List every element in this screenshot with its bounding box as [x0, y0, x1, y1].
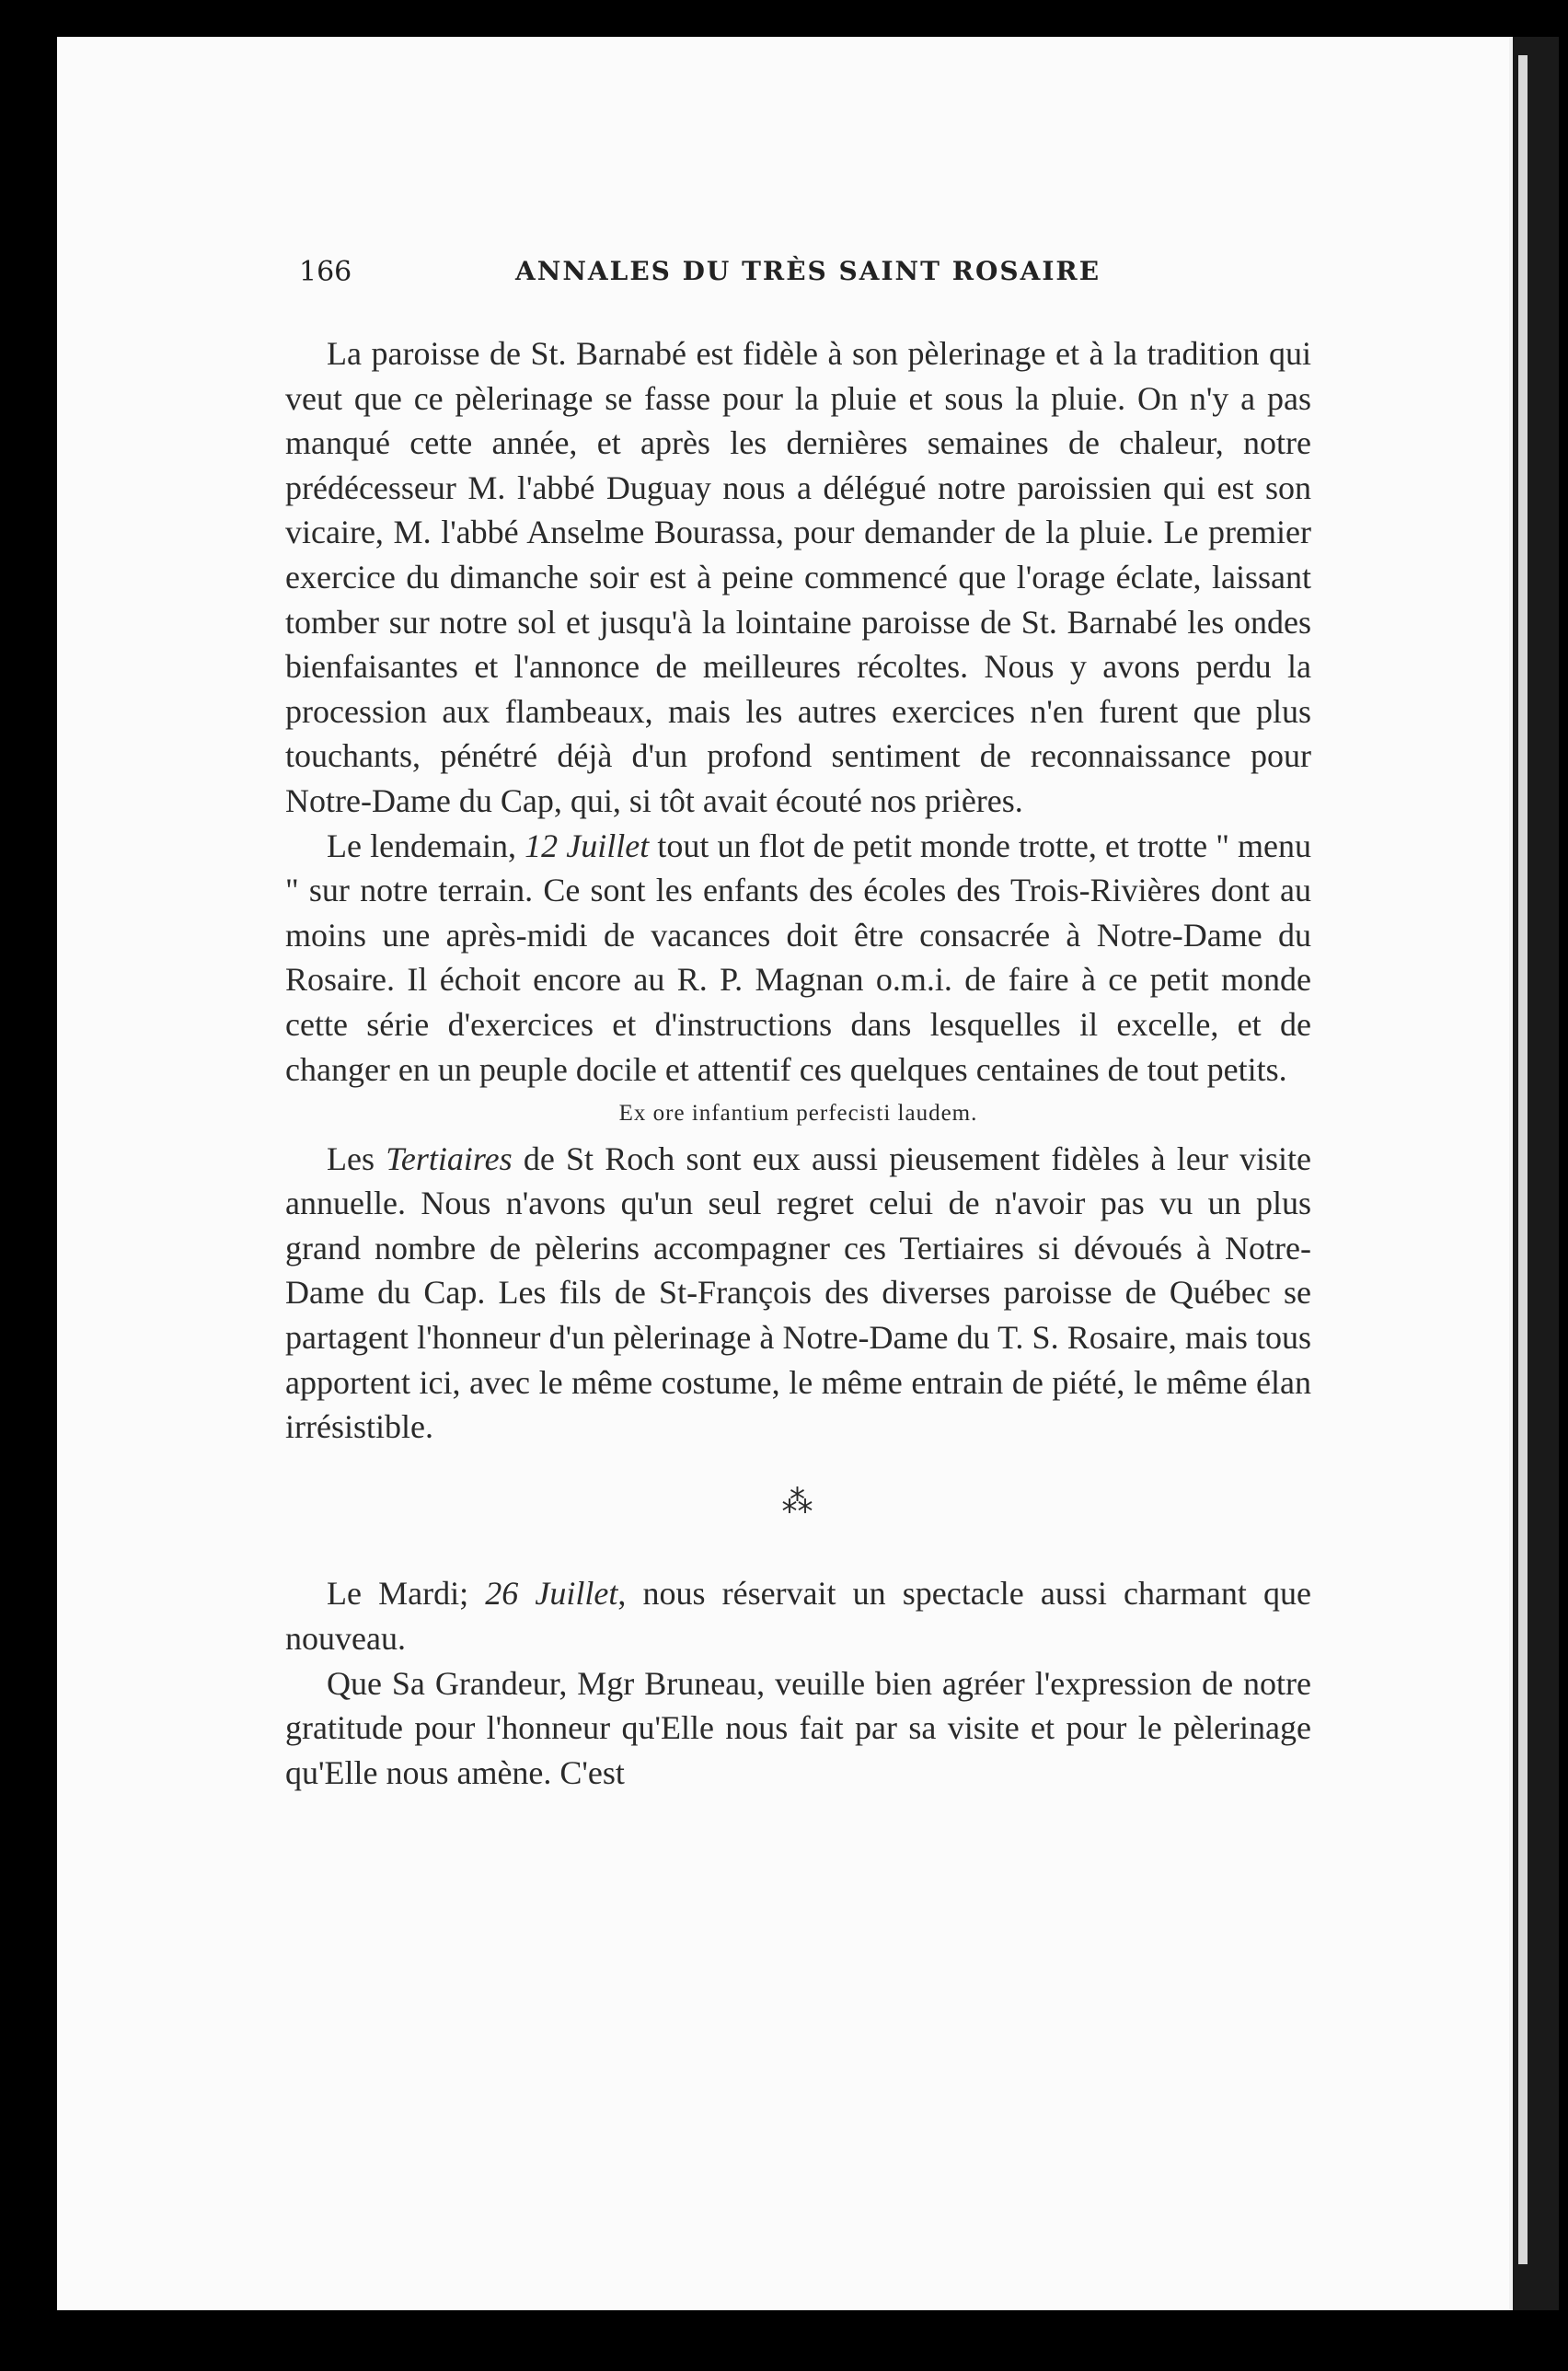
page-edge-inner	[1518, 55, 1528, 2264]
paragraph	[285, 1137, 1311, 1450]
paragraph	[285, 1571, 1311, 1660]
page-body	[285, 331, 1311, 1795]
date-italic: 26 Juillet	[485, 1575, 618, 1613]
section-separator: ⁂	[781, 1485, 815, 1520]
page-number: 166	[299, 256, 352, 288]
page-edge	[1509, 37, 1559, 2310]
paragraph: La paroisse de St. Barnabé est fidèle à son pèlerinage et à la tradition qui veut que ce pèlerinage se fasse pour la pluie et sous la pluie. On n'y a pas manqué cette année, et après les dernières semaines de chaleur, notre prédécesseur M. l'abbé Duguay nous a délégué notre paroissien qui est son vicaire, M. l'abbé Anselme Bourassa, pour demander de la pluie. Le premier exercice du dimanche soir est à peine commencé que l'orage éclate, laissant tomber sur notre sol et jusqu'à la lointaine paroisse de St. Barnabé les ondes bienfaisantes et l'annonce de meilleures récoltes. Nous y avons perdu la procession aux flambeaux, mais les autres exercices n'en furent que plus touchants, pénétré déjà d'un profond sentiment de reconnaissance pour Notre-Dame du Cap, qui, si tôt avait écouté nos prières.	[285, 335, 1311, 819]
text-run: Le Mardi;	[327, 1575, 486, 1613]
latin-quote: Ex ore infantium perfecisti laudem.	[618, 1101, 978, 1127]
paragraph: Que Sa Grandeur, Mgr Bruneau, veuille bien agréer l'expression de notre gratitude pour l'honneur qu'Elle nous fait par sa visite et pour le pèlerinage qu'Elle nous amène. C'est	[285, 1664, 1311, 1791]
text-run: de St Roch sont eux aussi pieusement fidèles à leur visite annuelle. Nous n'avons qu'un seul regret celui de n'avoir pas vu un plus grand nombre de pèlerins accompagner ces Tertiaires si dévoués à Notre-Dame du Cap. Les fils de St-François des diverses paroisse de Québec se partagent l'honneur d'un pèlerinage à Notre-Dame du T. S. Rosaire, mais tous apportent ici, avec le même costume, le même entrain de piété, le même élan irrésistible.	[285, 1139, 1311, 1446]
text-run: , nous réservait un spectacle aussi charmant que nouveau.	[285, 1575, 1312, 1658]
date-italic: 12 Juillet	[525, 827, 650, 864]
text-run: Le lendemain,	[327, 827, 525, 864]
term-italic: Tertiaires	[386, 1139, 513, 1177]
running-title: ANNALES DU TRÈS SAINT ROSAIRE	[515, 256, 1101, 286]
paragraph	[285, 824, 1311, 1093]
text-run: tout un flot de petit monde trotte, et trotte " menu " sur notre terrain. Ce sont les enfants des écoles des Trois-Rivières dont au moins une après-midi de vacances doit être consacrée à Notre-Dame du Rosaire. Il échoit encore au R. P. Magnan o.m.i. de faire à ce petit monde cette série d'exercices et d'instructions dans lesquelles il excelle, et de changer en un peuple docile et attentif ces quelques centaines de tout petits.	[285, 827, 1311, 1088]
text-run: Les	[327, 1139, 386, 1177]
